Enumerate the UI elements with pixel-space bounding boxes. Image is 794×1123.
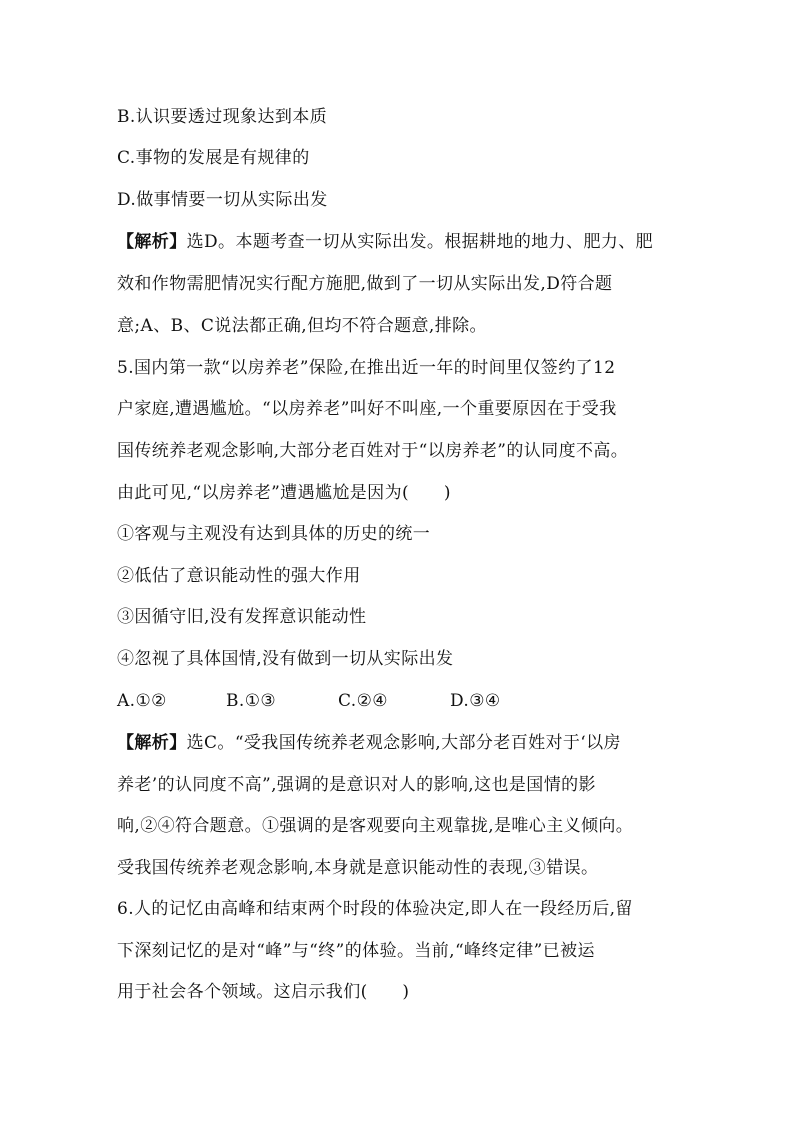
statement-1: ①客观与主观没有达到具体的历史的统一 [117, 524, 431, 544]
question-6-line-2: 下深刻记忆的是对“峰”与“终”的体验。当前,“峰终定律”已被运 [117, 941, 595, 961]
question-5-options [117, 690, 501, 712]
question-5-line-1: 5.国内第一款“以房养老”保险,在推出近一年的时间里仅签约了12 [117, 358, 616, 378]
analysis-2-line-1 [117, 732, 621, 754]
question-6-line-1: 6.人的记忆由高峰和结束两个时段的体验决定,即人在一段经历后,留 [117, 899, 633, 919]
option-a: A.①② [117, 691, 167, 711]
analysis-2-line-4: 受我国传统养老观念影响,本身就是意识能动性的表现,③错误。 [117, 858, 599, 878]
question-6-line-3: 用于社会各个领域。这启示我们( ) [117, 982, 410, 1002]
option-d: D.做事情要一切从实际出发 [117, 190, 328, 210]
analysis-1-text: 选D。本题考查一切从实际出发。根据耕地的地力、肥力、肥 [186, 232, 654, 252]
analysis-tag: 【解析】 [117, 733, 187, 753]
question-5-line-3: 国传统养老观念影响,大部分老百姓对于“以房养老”的认同度不高。 [117, 441, 629, 461]
question-5-line-2: 户家庭,遭遇尴尬。“以房养老”叫好不叫座,一个重要原因在于受我 [117, 399, 617, 419]
analysis-2-line-2: 养老’的认同度不高”,强调的是意识对人的影响,这也是国情的影 [117, 775, 596, 795]
option-d: D.③④ [450, 691, 501, 711]
option-b: B.①③ [226, 691, 276, 711]
option-c: C.②④ [338, 691, 388, 711]
option-b: B.认识要透过现象达到本质 [117, 107, 328, 127]
analysis-tag: 【解析】 [117, 232, 187, 252]
option-c: C.事物的发展是有规律的 [117, 148, 310, 168]
analysis-2-text: 选C。“受我国传统养老观念影响,大部分老百姓对于‘以房 [186, 733, 621, 753]
analysis-1-line-3: 意;A、B、C说法都正确,但均不符合题意,排除。 [117, 316, 487, 336]
statement-4: ④忽视了具体国情,没有做到一切从实际出发 [117, 649, 454, 669]
statement-2: ②低估了意识能动性的强大作用 [117, 566, 361, 586]
analysis-1-line-1 [117, 231, 653, 253]
analysis-2-line-3: 响,②④符合题意。①强调的是客观要向主观靠拢,是唯心主义倾向。 [117, 816, 634, 836]
question-5-line-4: 由此可见,“以房养老”遭遇尴尬是因为( ) [117, 483, 451, 503]
analysis-1-line-2: 效和作物需肥情况实行配方施肥,做到了一切从实际出发,D符合题 [117, 274, 613, 294]
statement-3: ③因循守旧,没有发挥意识能动性 [117, 607, 367, 627]
